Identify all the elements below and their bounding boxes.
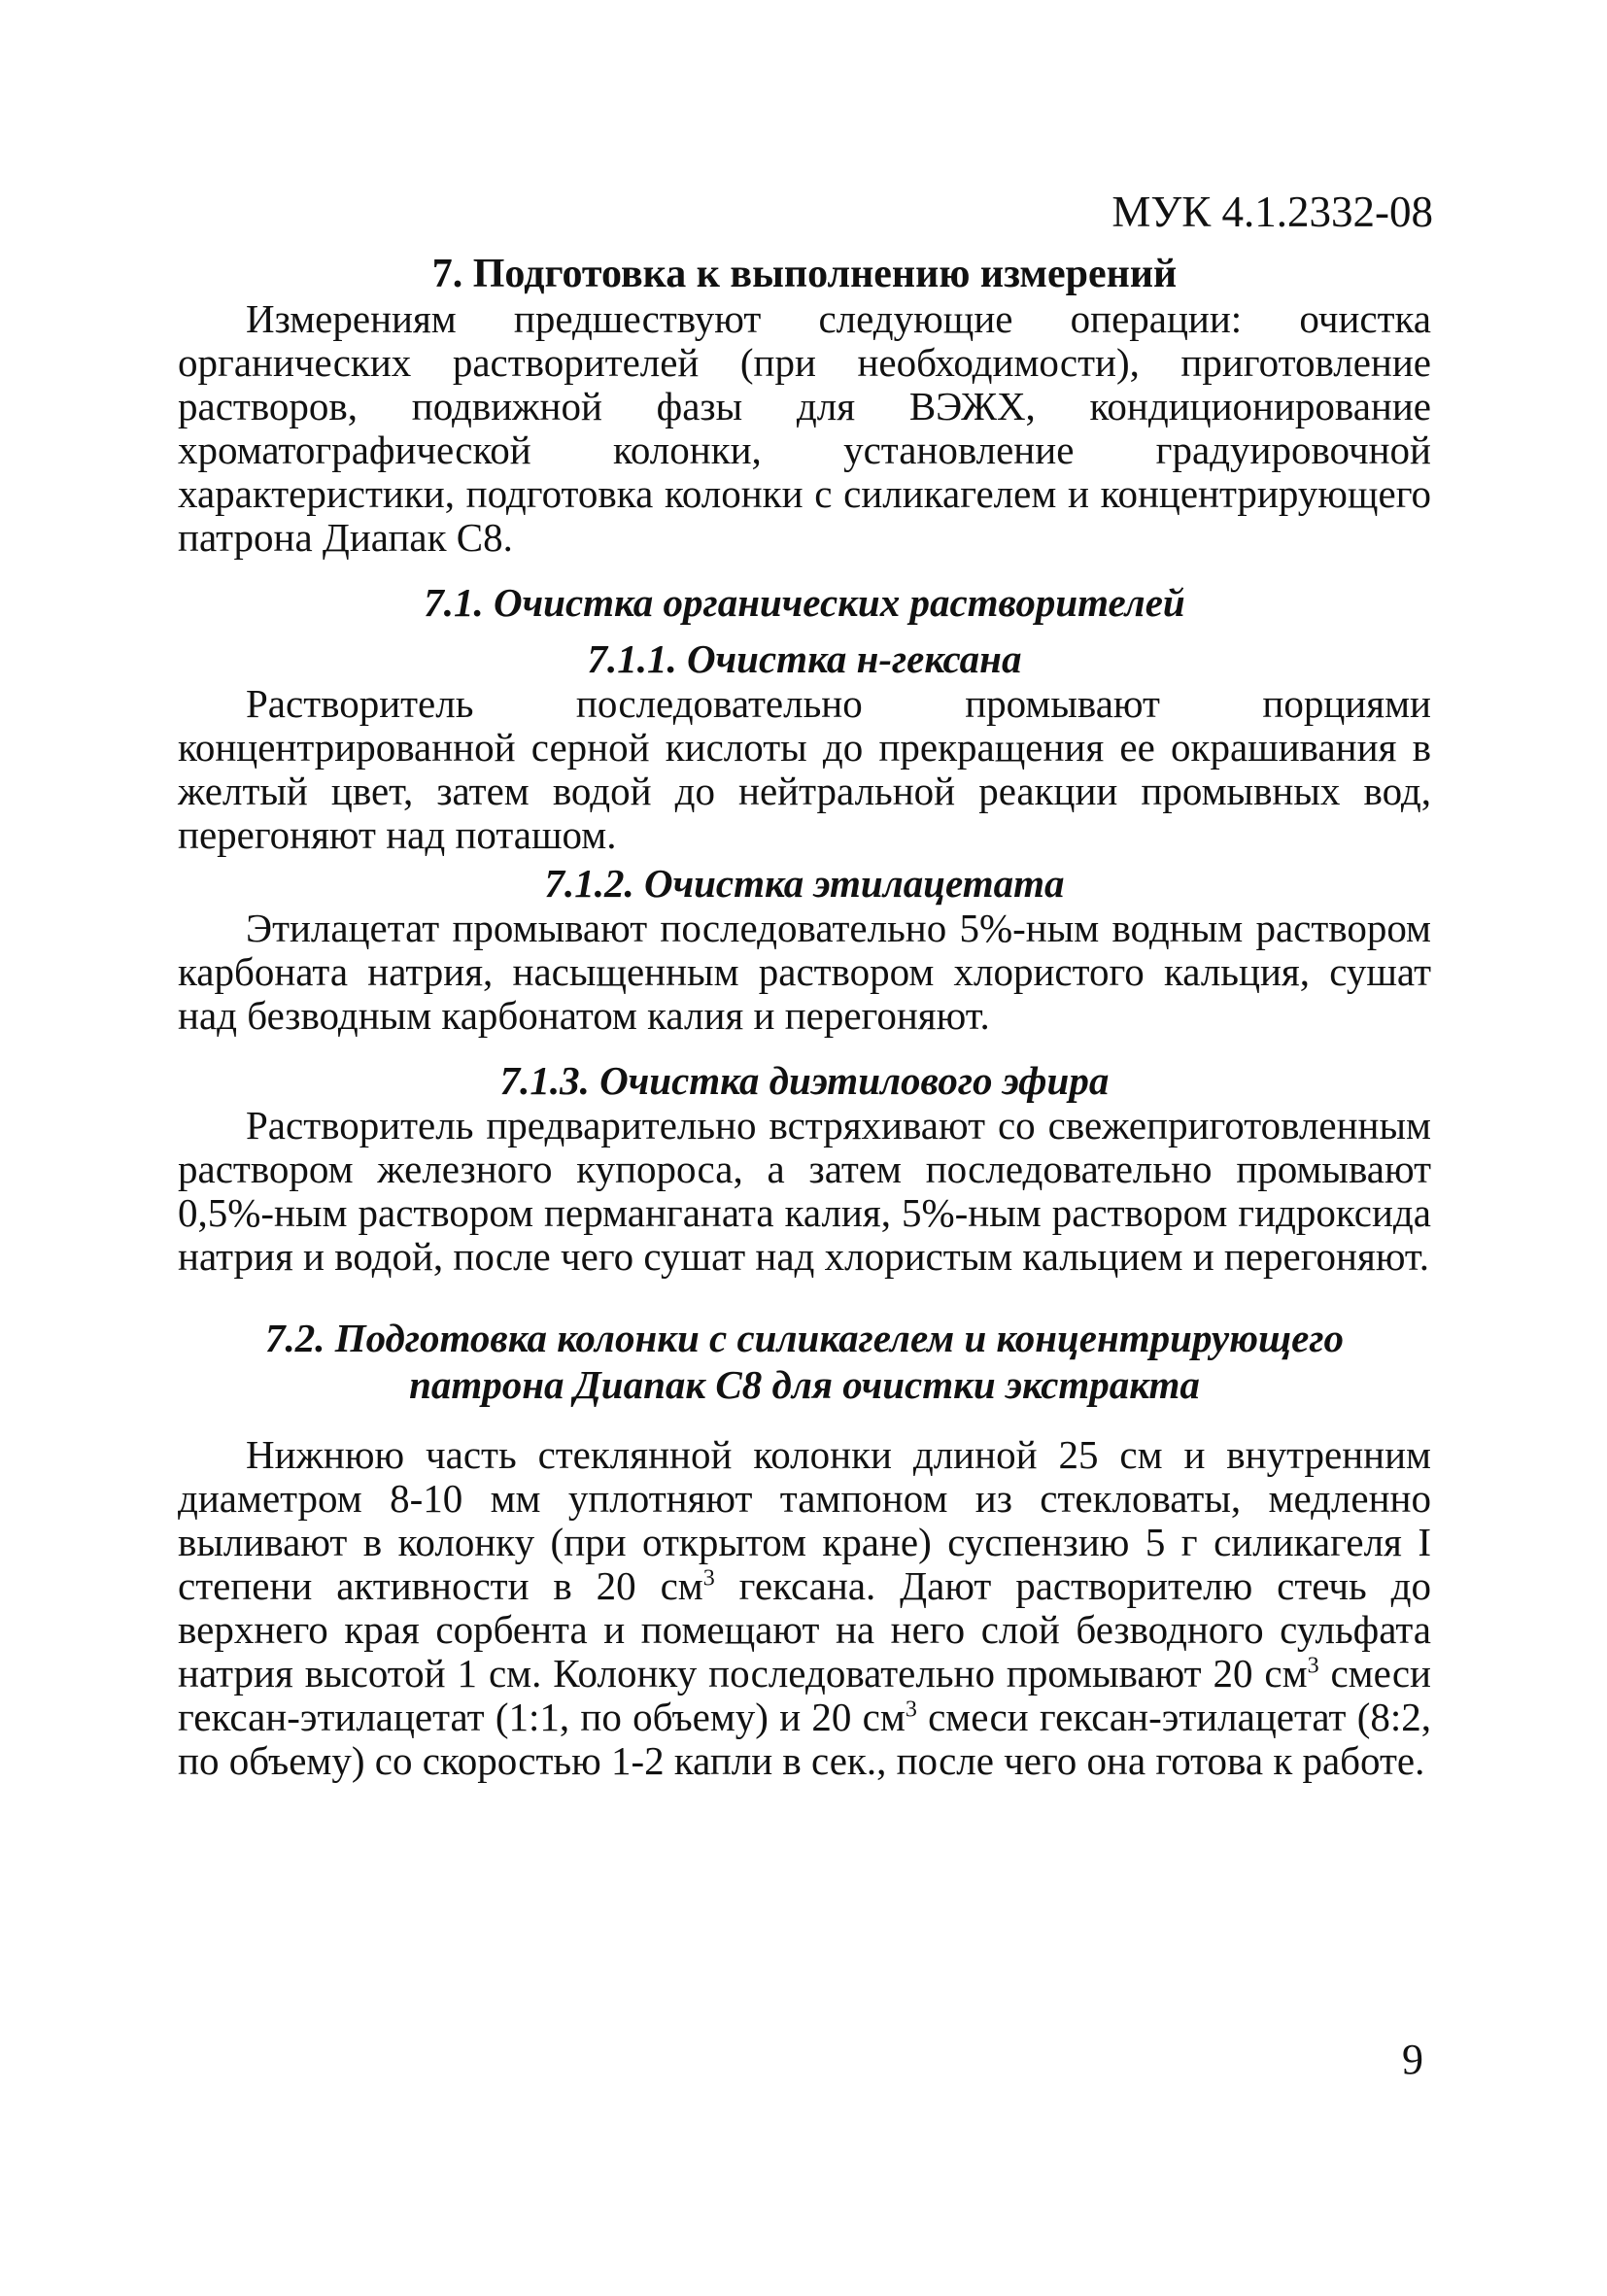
section-7-1-1-text: Растворитель последовательно промывают порциями концентрированной серной кислоты до прекращения ее окрашивания в желтый цвет, затем водой до нейтральной реакции промывных вод, перегоняют над поташом. bbox=[178, 681, 1431, 857]
section-7-2-text-part-c: смеси гексан-этилацетат (1:1, по объему) и 20 см bbox=[178, 1651, 1431, 1739]
section-7-1-2-text: Этилацетат промывают последовательно 5%-ным водным раствором карбоната натрия, насыщенным раствором хлористого кальция, сушат над безводным карбонатом калия и перегоняют. bbox=[178, 906, 1431, 1038]
document-code: МУК 4.1.2332-08 bbox=[1111, 188, 1433, 236]
section-7-1-2-title: 7.1.2. Очистка этилацетата bbox=[544, 861, 1065, 906]
page-number: 9 bbox=[1402, 2036, 1423, 2083]
section-7-2-title-line-2: патрона Диапак С8 для очистки экстракта bbox=[409, 1362, 1200, 1407]
section-7-1-3-title: 7.1.3. Очистка диэтилового эфира bbox=[499, 1058, 1110, 1103]
section-7-2-text-part-a: Нижнюю часть стеклянной колонки длиной 25 см и внутренним диаметром 8-10 мм уплотняют тампоном из стекловаты, медленно выливают в колонку (при открытом кране) суспензию 5 г силикагеля I степени активности в 20 см bbox=[178, 1432, 1431, 1608]
section-7-2-text-part-d: смеси гексан-этилацетат (8:2, по объему) со скоростью 1-2 капли в сек., после чего она готова к работе. bbox=[178, 1695, 1431, 1783]
section-7-2-text-part-b: гексана. Дают растворителю стечь до верхнего края сорбента и помещают на него слой безводного сульфата натрия высотой 1 см. Колонку последовательно промывают 20 см bbox=[178, 1563, 1432, 1696]
cubic-superscript: 3 bbox=[702, 1565, 715, 1592]
section-7-1-title: 7.1. Очистка органических растворителей bbox=[424, 580, 1185, 625]
cubic-superscript: 3 bbox=[905, 1696, 917, 1723]
page-content bbox=[178, 251, 1431, 1783]
section-7-1-3-text: Растворитель предварительно встряхивают со свежеприготовленным раствором железного купороса, а затем последовательно промывают 0,5%-ным раствором перманганата калия, 5%-ным раствором гидроксида натрия и водой, после чего сушат над хлористым кальцием и перегоняют. bbox=[178, 1103, 1431, 1279]
section-7-2-text bbox=[178, 1433, 1431, 1783]
section-7-2-title-line-1: 7.2. Подготовка колонки с силикагелем и концентрирующего bbox=[264, 1316, 1345, 1360]
section-7-1-1-title: 7.1.1. Очистка н-гексана bbox=[587, 636, 1022, 681]
section-7-2-title bbox=[178, 1315, 1431, 1408]
section-7-title: 7. Подготовка к выполнению измерений bbox=[431, 252, 1178, 296]
cubic-superscript: 3 bbox=[1307, 1653, 1319, 1679]
section-7-intro: Измерениям предшествуют следующие операции: очистка органических растворителей (при необходимости), приготовление растворов, подвижной фазы для ВЭЖХ, кондиционирование хроматографической колонки, установление градуировочной характеристики, подготовка колонки с силикагелем и концентрирующего патрона Диапак С8. bbox=[178, 296, 1431, 560]
